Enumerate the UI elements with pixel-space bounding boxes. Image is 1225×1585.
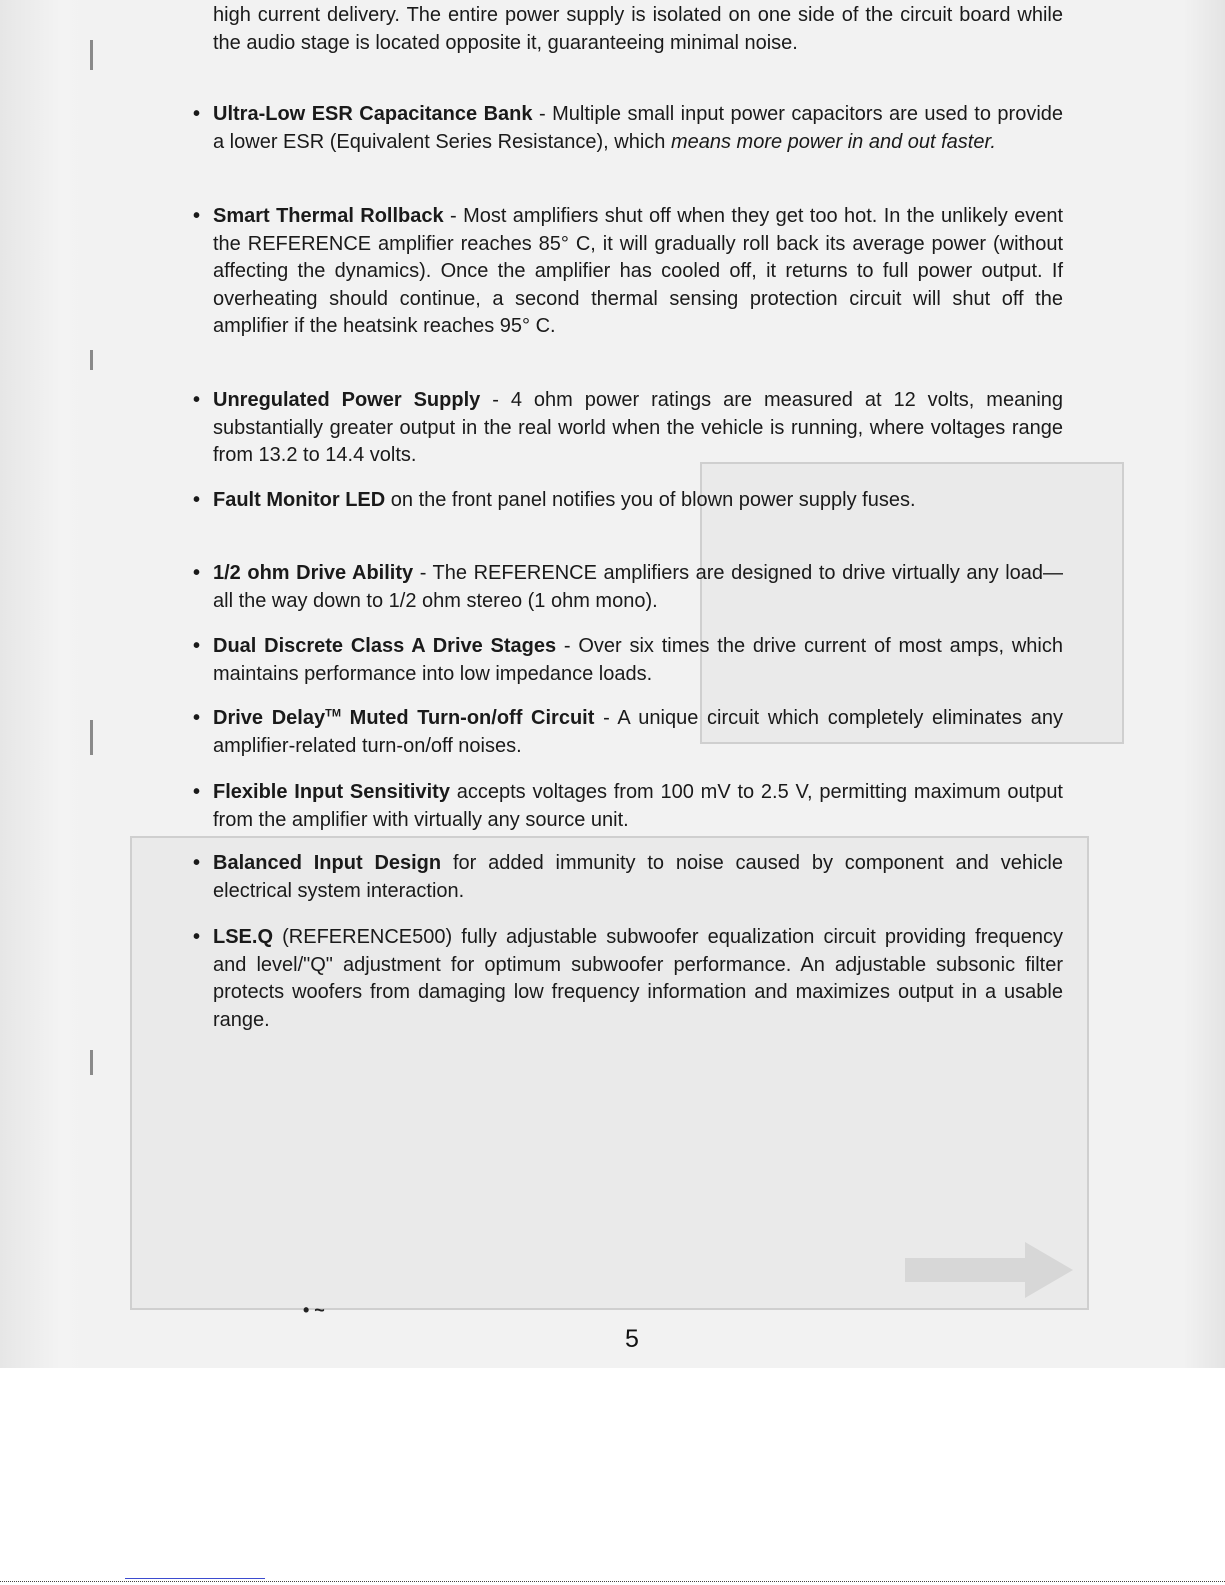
feature-item xyxy=(193,387,1064,470)
feature-title: Dual Discrete Class A Drive Stages xyxy=(213,635,557,657)
bullet-icon: • xyxy=(193,707,201,729)
feature-title: Unregulated Power Supply xyxy=(213,389,481,411)
footer-link-underline xyxy=(125,1578,265,1579)
trademark-mark: TM xyxy=(325,707,341,720)
feature-text: - Multiple small input power capacitors are used to provide a lower ESR (Equivalent Series Resistance), which xyxy=(213,103,1064,153)
feature-item xyxy=(193,850,1063,905)
feature-item xyxy=(193,101,1064,156)
bullet-icon: • xyxy=(193,205,201,227)
feature-title: Balanced Input Design xyxy=(213,852,442,874)
intro-paragraph: high current delivery. The entire power supply is isolated on one side of the circuit board while the audio stage is located opposite it, guaranteeing minimal noise. xyxy=(213,4,1063,54)
feature-title: Flexible Input Sensitivity xyxy=(213,781,450,803)
feature-title: 1/2 ohm Drive Ability xyxy=(213,562,414,584)
bullet-icon: • xyxy=(193,103,201,125)
feature-item xyxy=(193,705,1063,760)
feature-item xyxy=(193,633,1063,688)
feature-text: accepts voltages from 100 mV to 2.5 V, permitting maximum output from the amplifier with virtually any source unit. xyxy=(213,781,1063,831)
feature-title: Ultra-Low ESR Capacitance Bank xyxy=(213,103,533,125)
stray-mark: • ~ xyxy=(303,1300,325,1320)
feature-text: on the front panel notifies you of blown power supply fuses. xyxy=(385,489,916,511)
feature-text: (REFERENCE500) fully adjustable subwoofer equalization circuit providing frequency and level/"Q" adjustment for optimum subwoofer performance. An adjustable subsonic filter protects woofers from damaging low frequency information and maximizes output in a usable range. xyxy=(213,926,1063,1031)
feature-title: Smart Thermal Rollback xyxy=(213,205,444,227)
feature-item xyxy=(193,487,1063,515)
bullet-icon: • xyxy=(193,926,201,948)
bullet-icon: • xyxy=(193,389,201,411)
feature-item xyxy=(193,924,1063,1034)
feature-title-rest: Muted Turn-on/off Circuit xyxy=(340,707,595,729)
feature-text: - Over six times the drive current of most amps, which maintains performance into low impedance loads. xyxy=(213,635,1063,685)
feature-title: LSE.Q xyxy=(213,926,274,948)
feature-text: - The REFERENCE amplifiers are designed to drive virtually any load—all the way down to 1/2 ohm stereo (1 ohm mono). xyxy=(213,562,1064,612)
feature-text-italic: means more power in and out faster. xyxy=(670,130,996,153)
feature-text: - Most amplifiers shut off when they get too hot. In the unlikely event the REFERENCE amplifier reaches 85° C, it will gradually roll back its average power (without affecting the dynamics). Once the amplifier has cooled off, it returns to full power output. If overheating should continue, a second thermal sensing protection circuit will shut off the amplifier if the heatsink reaches 95° C. xyxy=(213,205,1064,337)
feature-text: - A unique circuit which completely eliminates any amplifier-related turn-on/off noises. xyxy=(213,707,1063,757)
feature-text: for added immunity to noise caused by component and vehicle electrical system interaction. xyxy=(213,852,1063,902)
bullet-icon: • xyxy=(193,635,201,657)
bullet-icon: • xyxy=(193,781,201,803)
bullet-icon: • xyxy=(193,852,201,874)
page-number: 5 xyxy=(625,1325,639,1353)
feature-title: Fault Monitor LED xyxy=(213,489,386,511)
feature-item xyxy=(193,779,1063,834)
bullet-icon: • xyxy=(193,562,201,584)
feature-title: Drive Delay xyxy=(213,707,326,729)
feature-text: - 4 ohm power ratings are measured at 12 volts, meaning substantially greater output in the real world when the vehicle is running, where voltages range from 13.2 to 14.4 volts. xyxy=(213,389,1064,466)
bullet-icon: • xyxy=(193,489,201,511)
feature-item xyxy=(193,203,1064,341)
bottom-rule xyxy=(0,1581,1225,1582)
feature-item xyxy=(193,560,1064,615)
